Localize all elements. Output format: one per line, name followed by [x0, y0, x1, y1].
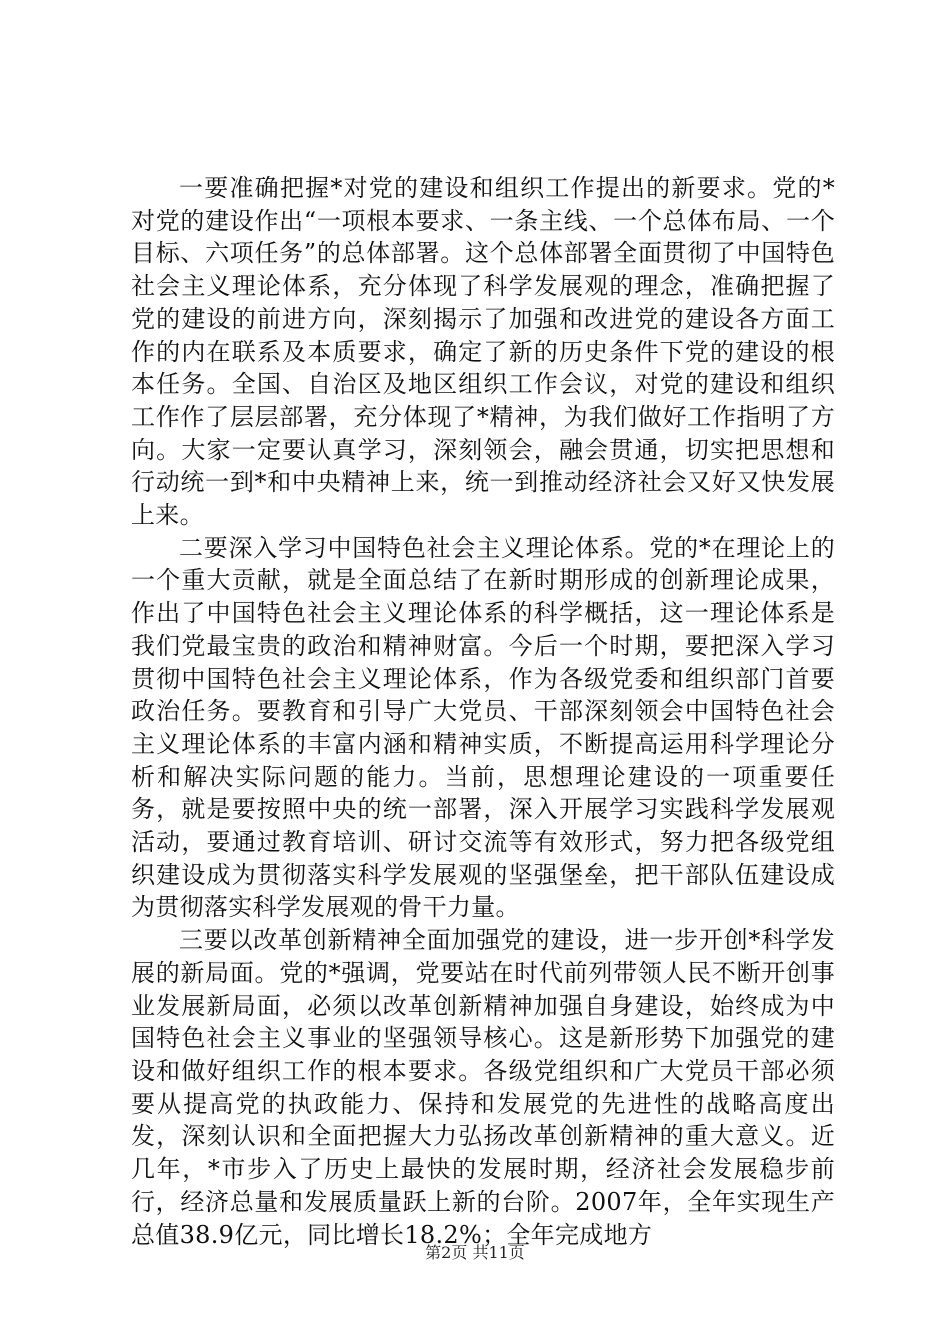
page-number-footer: 第2页 共11页	[425, 1243, 525, 1262]
paragraph-3: 三要以改革创新精神全面加强党的建设，进一步开创*科学发展的新局面。党的*强调，党要站在时代前列带领人民不断开创事业发展新局面，必须以改革创新精神加强自身建设，始终成为中国特色社会主义事业的坚强领导核心。这是新形势下加强党的建设和做好组织工作的根本要求。各级党组织和广大党员干部必须要从提高党的执政能力、保持和发展党的先进性的战略高度出发，深刻认识和全面把握大力弘扬改革创新精神的重大意义。近几年，*市步入了历史上最快的发展时期，经济社会发展稳步前行，经济总量和发展质量跃上新的台阶。2007年，全年实现生产总值38.9亿元，同比增长18.2%；全年完成地方	[131, 926, 835, 1249]
paragraph-1: 一要准确把握*对党的建设和组织工作提出的新要求。党的*对党的建设作出“一项根本要求、一条主线、一个总体布局、一个目标、六项任务”的总体部署。这个总体部署全面贯彻了中国特色社会主义理论体系，充分体现了科学发展观的理念，准确把握了党的建设的前进方向，深刻揭示了加强和改进党的建设各方面工作的内在联系及本质要求，确定了新的历史条件下党的建设的根本任务。全国、自治区及地区组织工作会议，对党的建设和组织工作作了层层部署，充分体现了*精神，为我们做好工作指明了方向。大家一定要认真学习，深刻领会，融会贯通，切实把思想和行动统一到*和中央精神上来，统一到推动经济社会又好又快发展上来。	[131, 174, 835, 530]
document-body	[131, 172, 835, 1251]
paragraph-2: 二要深入学习中国特色社会主义理论体系。党的*在理论上的一个重大贡献，就是全面总结了在新时期形成的创新理论成果，作出了中国特色社会主义理论体系的科学概括，这一理论体系是我们党最宝贵的政治和精神财富。今后一个时期，要把深入学习贯彻中国特色社会主义理论体系，作为各级党委和组织部门首要政治任务。要教育和引导广大党员、干部深刻领会中国特色社会主义理论体系的丰富内涵和精神实质，不断提高运用科学理论分析和解决实际问题的能力。当前，思想理论建设的一项重要任务，就是要按照中央的统一部署，深入开展学习实践科学发展观活动，要通过教育培训、研讨交流等有效形式，努力把各级党组织建设成为贯彻落实科学发展观的坚强堡垒，把干部队伍建设成为贯彻落实科学发展观的骨干力量。	[131, 533, 835, 922]
